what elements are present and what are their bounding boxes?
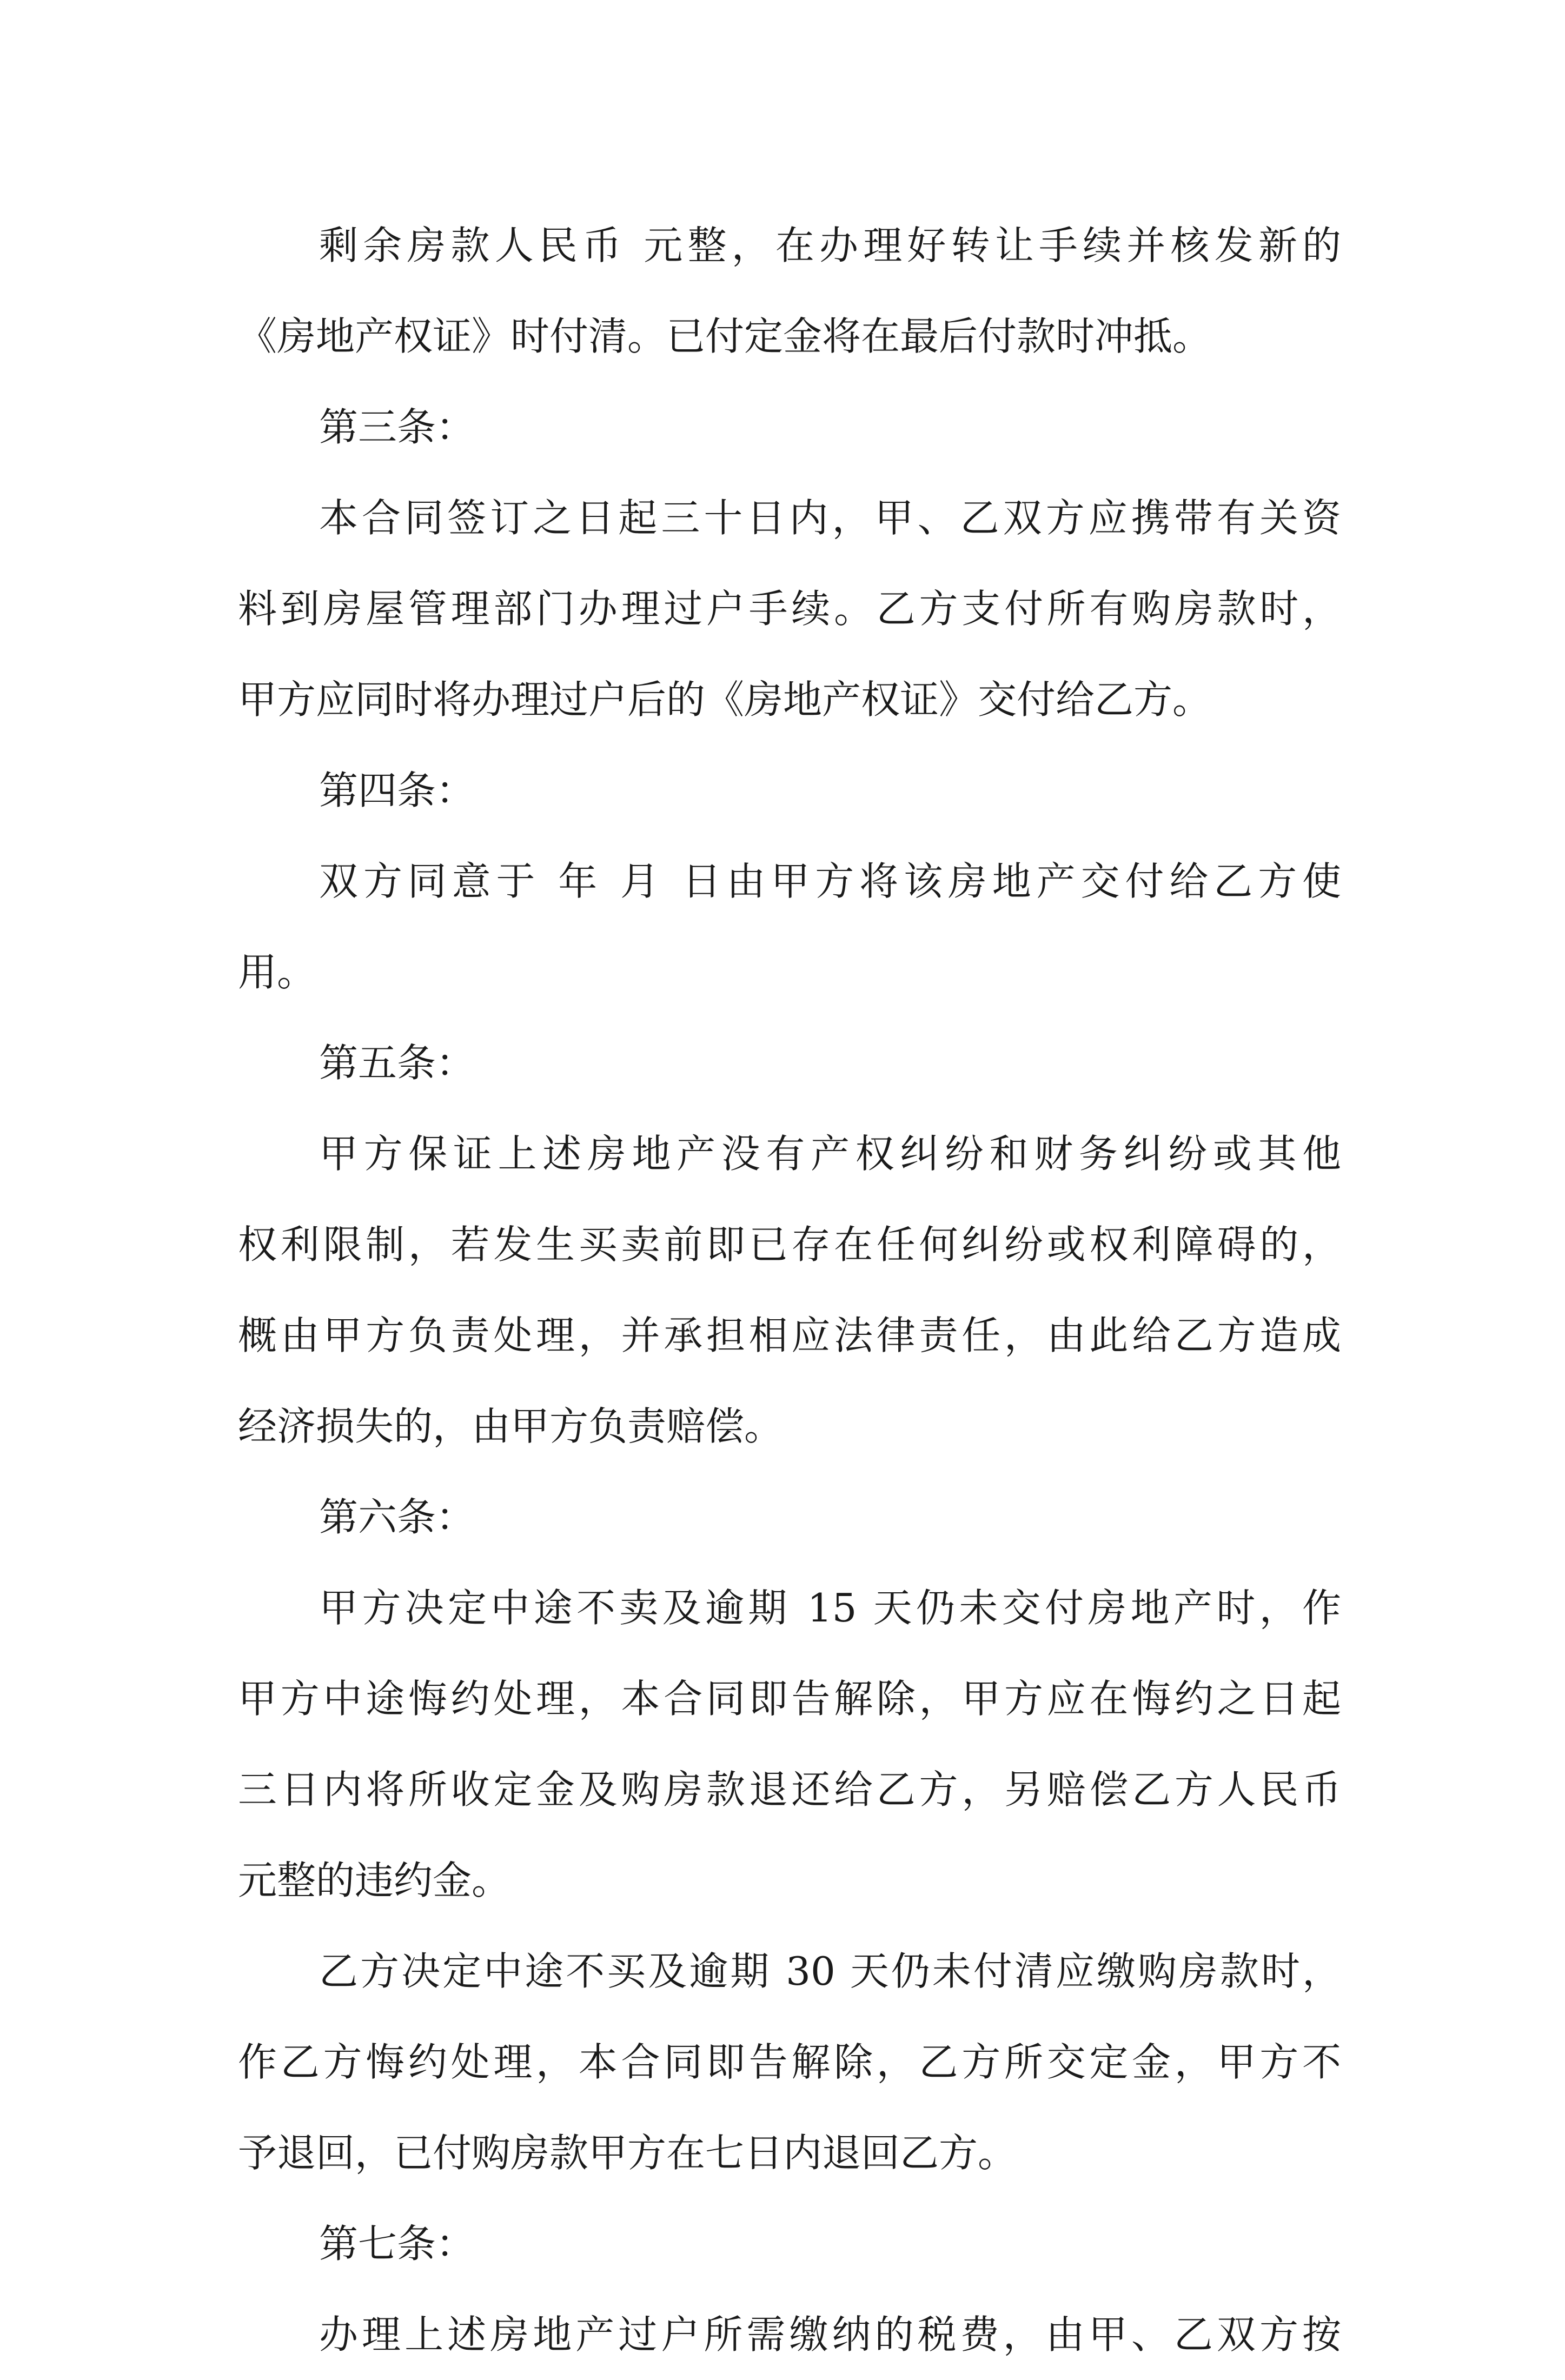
text-line: 权利限制，若发生买卖前即已存在任何纠纷或权利障碍的， [238,1222,1341,1267]
text-line: 双方同意于 年 月 日由甲方将该房地产交付给乙方使 [319,859,1341,904]
text-line: 乙方决定中途不买及逾期 30 天仍未付清应缴购房款时， [319,1949,1341,1994]
article-heading: 第三条： [319,404,475,450]
text-line: 经济损失的，由甲方负责赔偿。 [238,1404,784,1449]
article-heading: 第七条： [319,2221,475,2266]
text-line: 《房地产权证》时付清。已付定金将在最后付款时冲抵。 [238,314,1212,359]
text-line: 概由甲方负责处理，并承担相应法律责任，由此给乙方造成 [238,1313,1341,1358]
text-line: 甲方中途悔约处理，本合同即告解除，甲方应在悔约之日起 [238,1676,1341,1721]
text-line: 甲方应同时将办理过户后的《房地产权证》交付给乙方。 [238,677,1212,722]
text-line: 予退回，已付购房款甲方在七日内退回乙方。 [238,2130,1017,2176]
text-line: 作乙方悔约处理，本合同即告解除，乙方所交定金，甲方不 [238,2039,1341,2085]
text-line: 甲方决定中途不卖及逾期 15 天仍未交付房地产时，作 [319,1585,1341,1631]
contract-body [238,200,1341,2380]
text-line: 元整的违约金。 [238,1858,511,1903]
article-heading: 第四条： [319,768,475,813]
text-line: 剩余房款人民币 元整，在办理好转让手续并核发新的 [319,223,1341,268]
article-heading: 第六条： [319,1494,475,1540]
text-line: 用。 [238,949,316,995]
text-line: 办理上述房地产过户所需缴纳的税费，由甲、乙双方按 [319,2312,1341,2357]
article-heading: 第五条： [319,1040,475,1086]
text-line: 本合同签订之日起三十日内，甲、乙双方应携带有关资 [319,495,1341,541]
text-line: 三日内将所收定金及购房款退还给乙方，另赔偿乙方人民币 [238,1767,1341,1812]
text-line: 甲方保证上述房地产没有产权纠纷和财务纠纷或其他 [319,1131,1341,1176]
text-line: 料到房屋管理部门办理过户手续。乙方支付所有购房款时， [238,586,1341,631]
